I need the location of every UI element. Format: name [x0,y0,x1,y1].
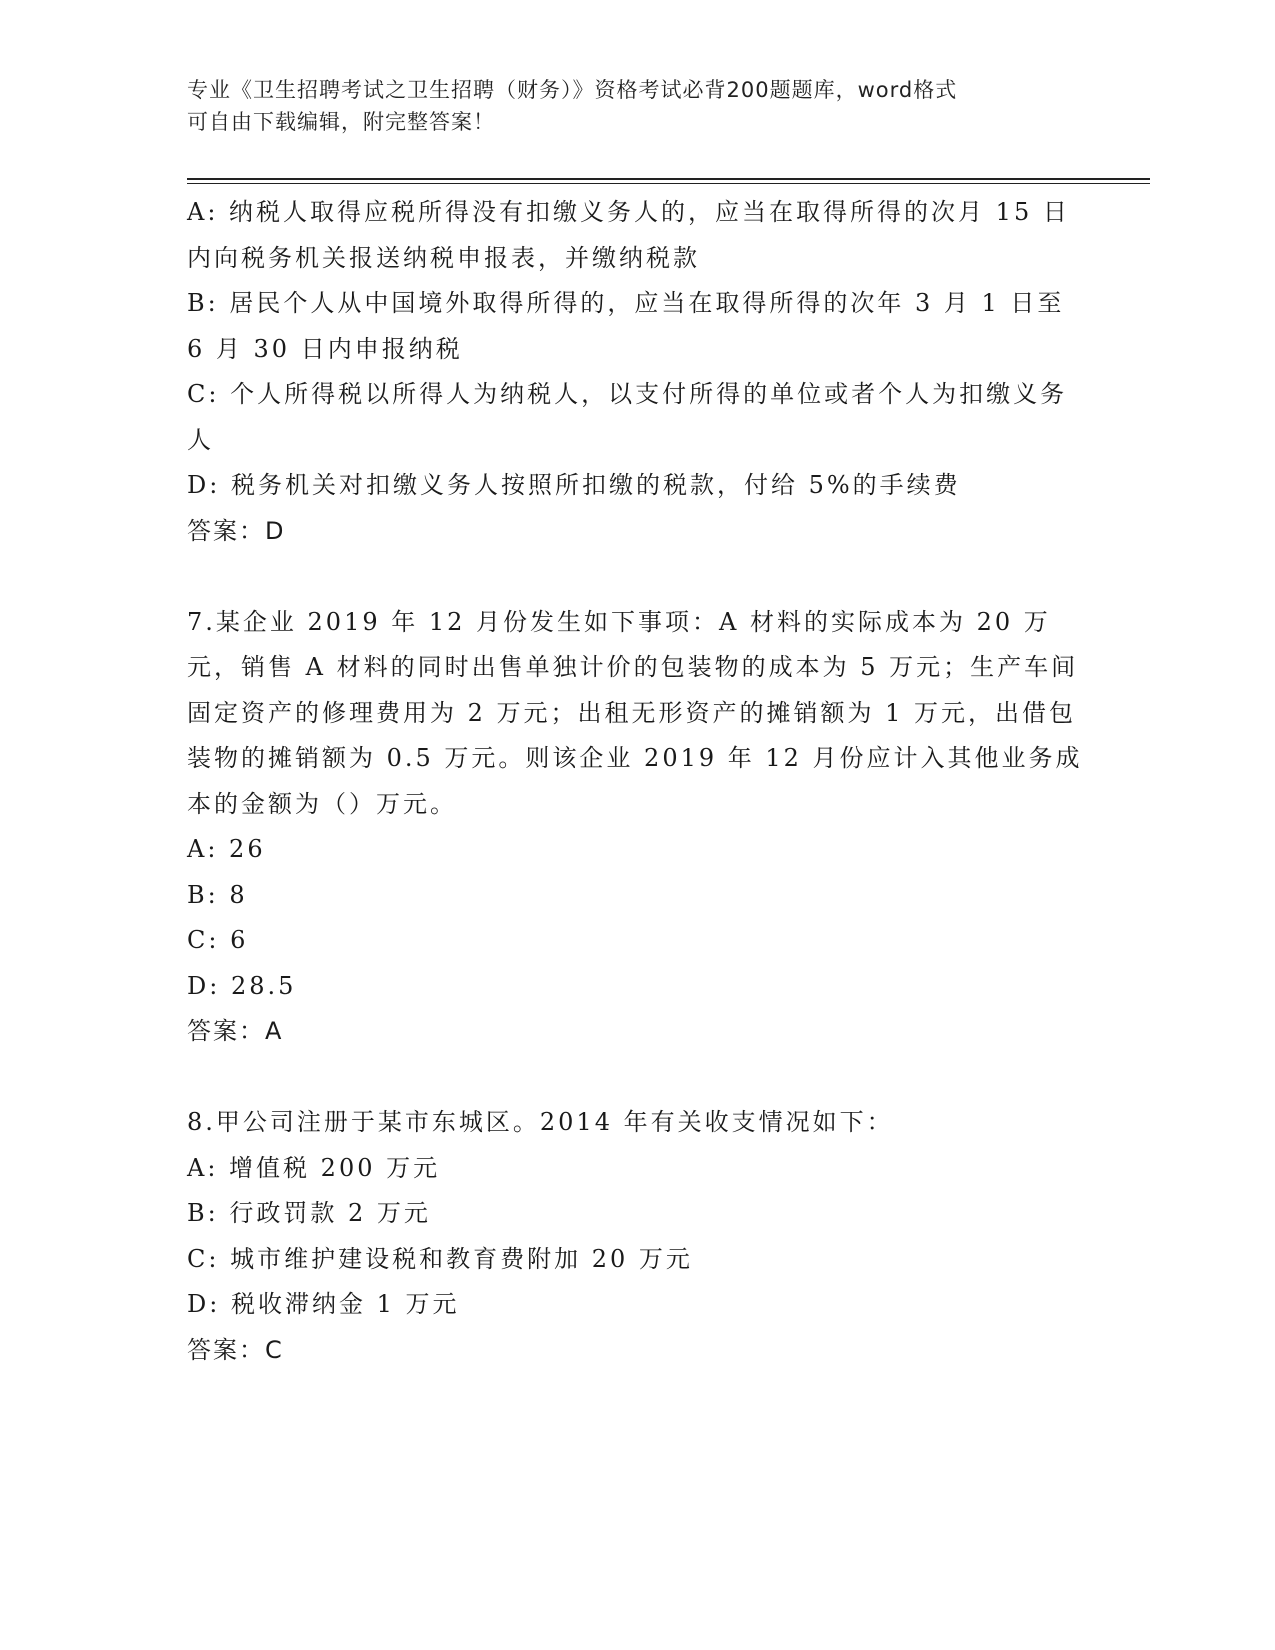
question-7-option-b: B: 8 [187,880,248,909]
question-7-stem: 7.某企业 2019 年 12 月份发生如下事项：A 材料的实际成本为 20 万元，销售 A 材料的同时出售单独计价的包装物的成本为 5 万元；生产车间固定资产的修理费用为 2 万元；出租无形资产的摊销额为 1 万元，出借包装物的摊销额为 0.5 万元。则该企业 2019 年 12 月份应计入其他业务成本的金额为（）万元。 [187,607,1083,818]
question-spacer [187,554,1087,600]
question-7-answer: 答案：A [187,1017,284,1045]
question-7 [187,600,1087,1055]
question-6-option-d: D: 税务机关对扣缴义务人按照所扣缴的税款，付给 5%的手续费 [187,471,961,499]
question-6-option-a: A: 纳税人取得应税所得没有扣缴义务人的，应当在取得所得的次月 15 日内向税务机关报送纳税申报表，并缴纳税款 [187,198,1070,272]
question-spacer [187,1055,1087,1101]
question-7-option-a: A: 26 [187,835,266,863]
question-8-option-c: C: 城市维护建设税和教育费附加 20 万元 [187,1244,693,1273]
question-8 [187,1100,1087,1373]
question-6-option-c: C: 个人所得税以所得人为纳税人，以支付所得的单位或者个人为扣缴义务人 [187,380,1068,454]
document-header [187,74,1067,138]
question-6-answer: 答案：D [187,516,286,545]
header-divider-thin [187,183,1150,184]
header-divider-thick [187,178,1150,180]
question-8-stem: 8.甲公司注册于某市东城区。2014 年有关收支情况如下： [187,1108,894,1136]
question-8-option-d: D: 税收滞纳金 1 万元 [187,1290,460,1318]
header-title-line-2: 可自由下载编辑，附完整答案！ [187,110,495,134]
question-8-option-b: B: 行政罚款 2 万元 [187,1199,431,1227]
question-6-option-b: B: 居民个人从中国境外取得所得的，应当在取得所得的次年 3 月 1 日至 6 月 30 日内申报纳税 [187,289,1065,363]
question-8-option-a: A: 增值税 200 万元 [187,1153,441,1182]
question-7-option-c: C: 6 [187,926,249,954]
header-title-line-1: 专业《卫生招聘考试之卫生招聘（财务）》资格考试必背200题题库，word格式 [187,78,958,102]
document-body [187,190,1087,1373]
question-6 [187,190,1087,554]
question-7-option-d: D: 28.5 [187,971,297,1000]
question-8-answer: 答案：C [187,1335,284,1364]
